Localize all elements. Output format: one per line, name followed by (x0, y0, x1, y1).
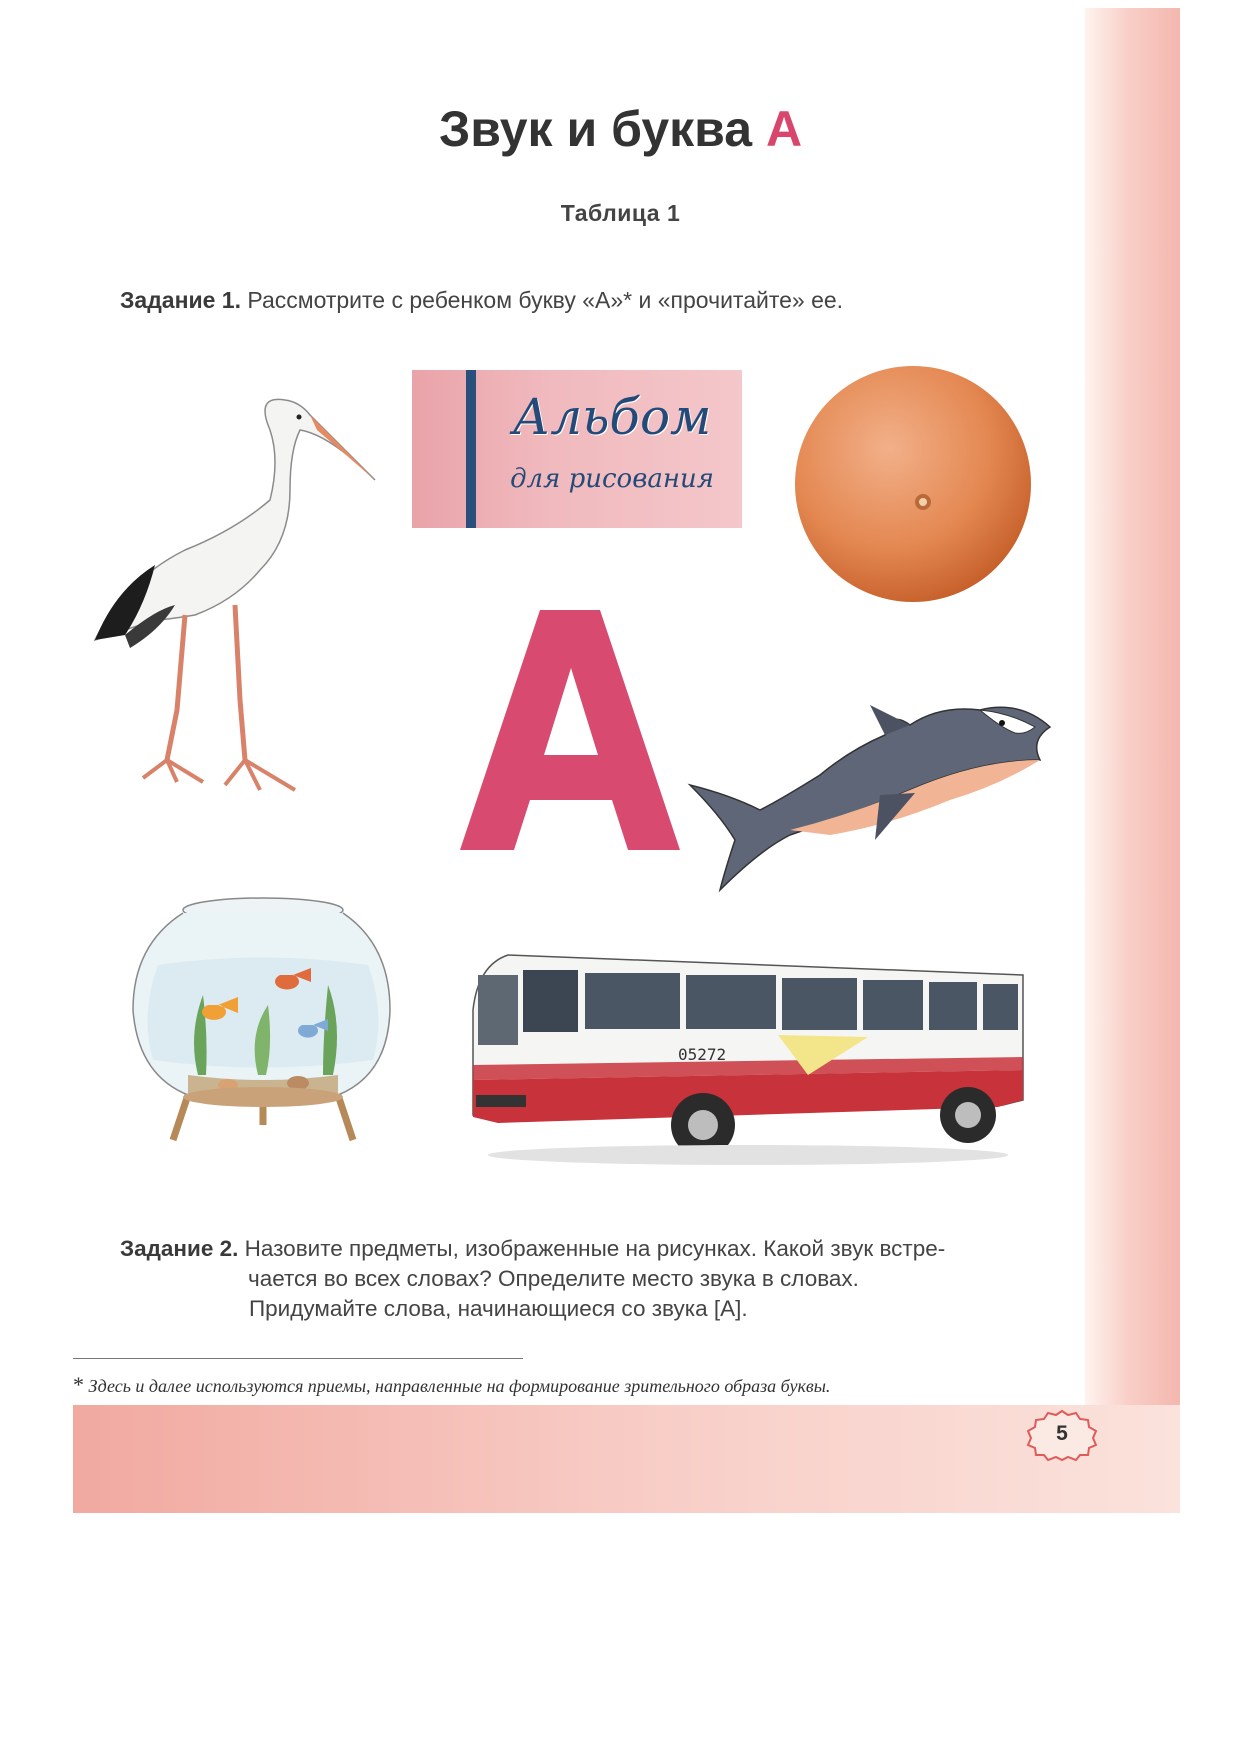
task-2-line-3: Придумайте слова, начинающиеся со звука [А]. (249, 1296, 748, 1321)
page-number (1026, 1409, 1098, 1461)
footnote-text: Здесь и далее используются приемы, направленные на формирование зрительного образа буквы. (84, 1376, 831, 1396)
page-number-text: 5 (1056, 1422, 1068, 1445)
task-2-label: Задание 2. (120, 1236, 239, 1261)
task-2-text-1: Назовите предметы, изображенные на рисунках. Какой звук встре- (238, 1236, 946, 1261)
stork-picture (85, 390, 385, 820)
task-1 (120, 287, 1100, 314)
title-letter: А (765, 101, 803, 157)
footnote-divider (73, 1358, 523, 1359)
big-letter-a (460, 610, 680, 850)
bottom-band (73, 1405, 1180, 1513)
task-1-text: Рассмотрите с ребенком букву «А»* и «прочитайте» ее. (241, 287, 844, 313)
task-2-line-2: чается во всех словах? Определите место звука в словах. (248, 1266, 859, 1291)
task-1-label: Задание 1. (120, 287, 241, 313)
bus-number: 05272 (678, 1045, 727, 1064)
task-2 (120, 1234, 1080, 1324)
album-subtitle: для рисования (510, 464, 714, 494)
side-margin-band (1085, 8, 1180, 1513)
album-title: Альбом (512, 388, 712, 446)
footnote-star: * (73, 1372, 84, 1397)
aquarium-picture (128, 885, 398, 1155)
album-picture (412, 370, 742, 528)
table-label: Таблица 1 (560, 200, 681, 226)
shark-picture (680, 665, 1060, 905)
footnote (73, 1372, 1073, 1398)
bus-picture (468, 945, 1028, 1175)
title-text: Звук и буква (438, 101, 766, 157)
orange-picture (788, 362, 1038, 612)
task-2-line-1 (120, 1234, 1080, 1264)
page-title (0, 100, 1241, 158)
album-spine (466, 370, 476, 528)
